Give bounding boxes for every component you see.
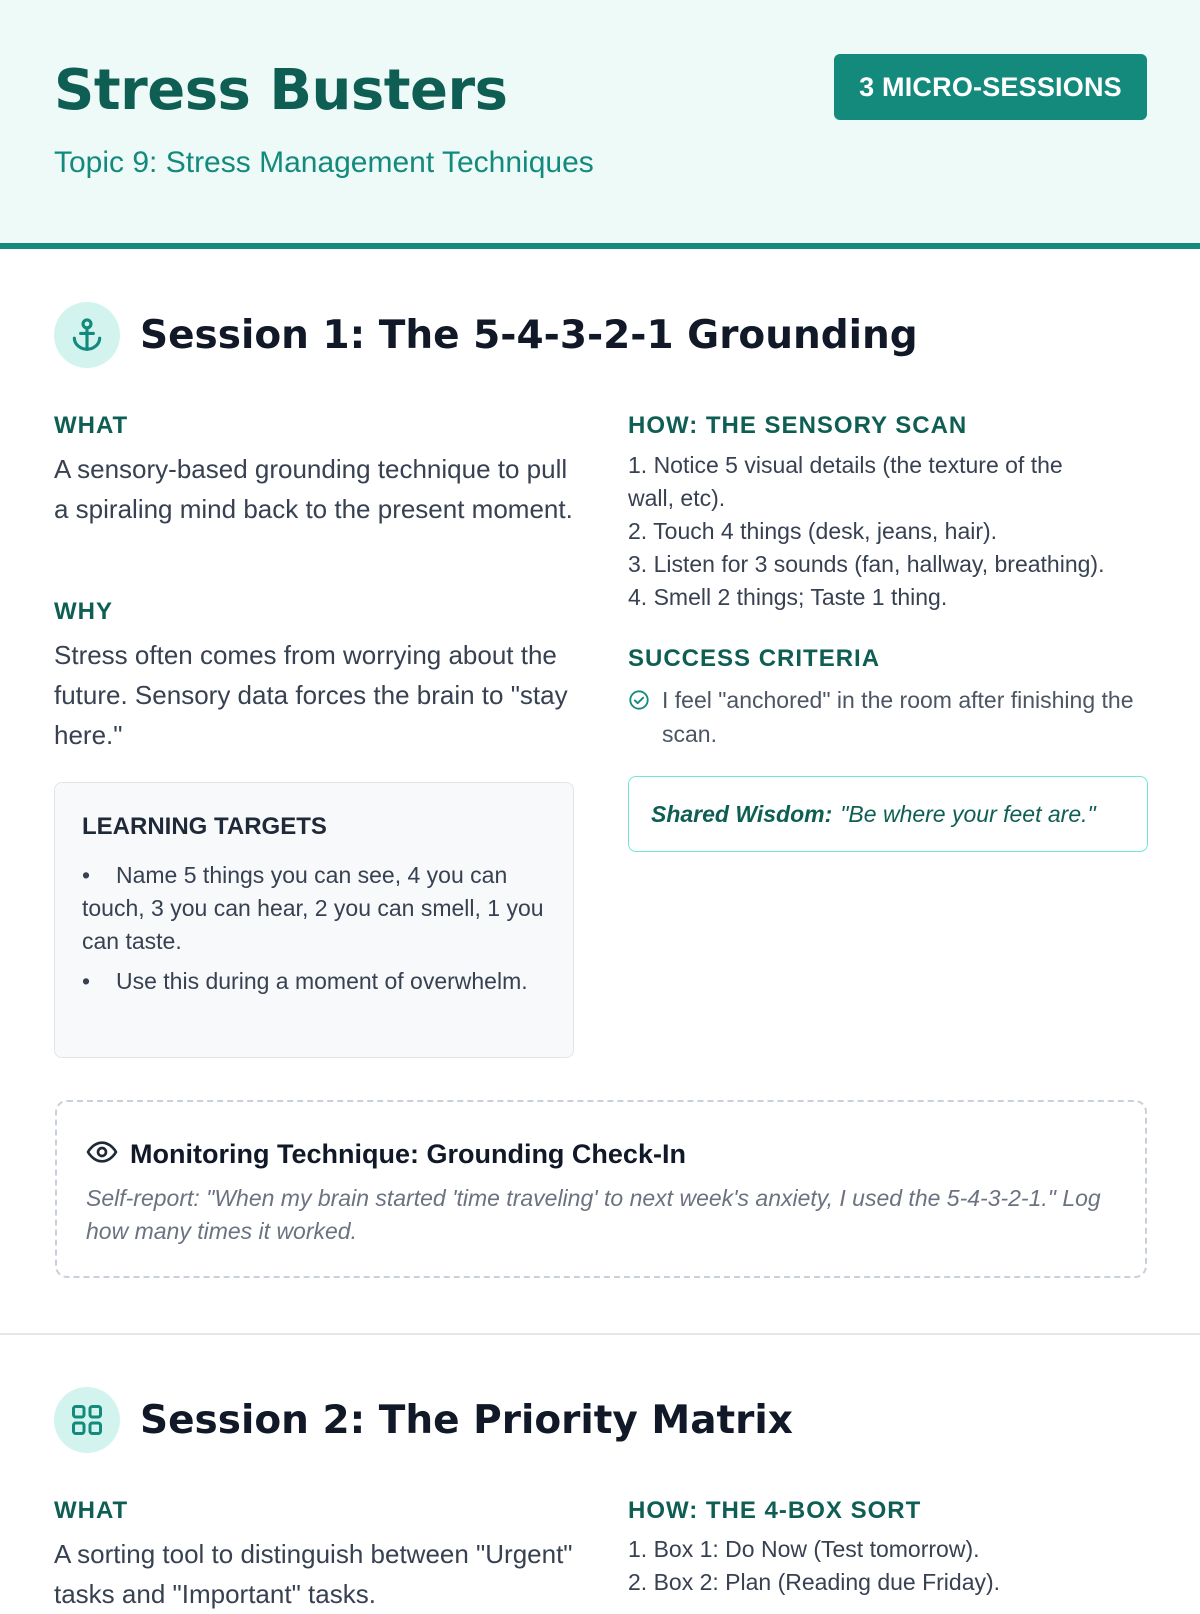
why-label: WHY <box>54 598 113 625</box>
learning-targets-list <box>82 859 547 1005</box>
why-text: Stress often comes from worrying about the future. Sensory data forces the brain to "stay here." <box>54 640 568 750</box>
monitoring-title: Monitoring Technique: Grounding Check-In <box>130 1139 686 1169</box>
list-item: 4. Smell 2 things; Taste 1 thing. <box>628 584 948 610</box>
learning-targets-title: LEARNING TARGETS <box>82 813 327 840</box>
eye-icon <box>86 1136 118 1173</box>
how-label: HOW: THE SENSORY SCAN <box>628 412 968 439</box>
monitoring-header <box>86 1136 686 1173</box>
learning-targets-card <box>54 782 574 1058</box>
session-2-header <box>54 1387 793 1453</box>
page-title: Stress Busters <box>54 58 508 123</box>
what-text: A sorting tool to distinguish between "Urgent" tasks and "Important" tasks. <box>54 1539 573 1609</box>
shared-wisdom-card <box>628 776 1148 852</box>
session-2-title: Session 2: The Priority Matrix <box>140 1397 793 1443</box>
how-label: HOW: THE 4-BOX SORT <box>628 1497 922 1524</box>
success-criteria-item <box>628 683 1148 751</box>
what-text: A sensory-based grounding technique to pull a spiraling mind back to the present moment. <box>54 454 573 524</box>
monitoring-technique-card <box>55 1100 1147 1278</box>
session-1-title: Session 1: The 5-4-3-2-1 Grounding <box>140 312 918 358</box>
sessions-badge: 3 MICRO-SESSIONS <box>834 54 1147 120</box>
what-label: WHAT <box>54 1497 129 1524</box>
grid-icon <box>54 1387 120 1453</box>
success-criteria-text: I feel "anchored" in the room after finishing the scan. <box>662 687 1134 747</box>
how-steps <box>628 1533 1000 1599</box>
success-criteria-label: SUCCESS CRITERIA <box>628 645 881 672</box>
shared-wisdom-quote: "Be where your feet are." <box>840 800 1096 827</box>
list-item: wall, etc). <box>628 485 726 511</box>
page-header <box>0 0 1200 249</box>
how-steps <box>628 449 1104 614</box>
list-item: 3. Listen for 3 sounds (fan, hallway, breathing). <box>628 551 1105 577</box>
anchor-icon <box>54 302 120 368</box>
list-item: 1. Notice 5 visual details (the texture of the <box>628 452 1063 478</box>
what-label: WHAT <box>54 412 129 439</box>
list-item: • Name 5 things you can see, 4 you can touch, 3 you can hear, 2 you can smell, 1 you can taste. <box>82 862 544 954</box>
page-subtitle: Topic 9: Stress Management Techniques <box>54 146 594 179</box>
list-item: • Use this during a moment of overwhelm. <box>82 968 528 994</box>
session-1-header <box>54 302 918 368</box>
monitoring-text: Self-report: "When my brain started 'time traveling' to next week's anxiety, I used the 5-4-3-2-1." Log how many times it worked. <box>86 1185 1101 1244</box>
shared-wisdom-label: Shared Wisdom: <box>651 800 833 827</box>
section-divider <box>0 1333 1200 1335</box>
list-item: 1. Box 1: Do Now (Test tomorrow). <box>628 1536 980 1562</box>
check-circle-icon <box>628 689 650 751</box>
list-item: 2. Box 2: Plan (Reading due Friday). <box>628 1569 1001 1595</box>
list-item: 2. Touch 4 things (desk, jeans, hair). <box>628 518 998 544</box>
